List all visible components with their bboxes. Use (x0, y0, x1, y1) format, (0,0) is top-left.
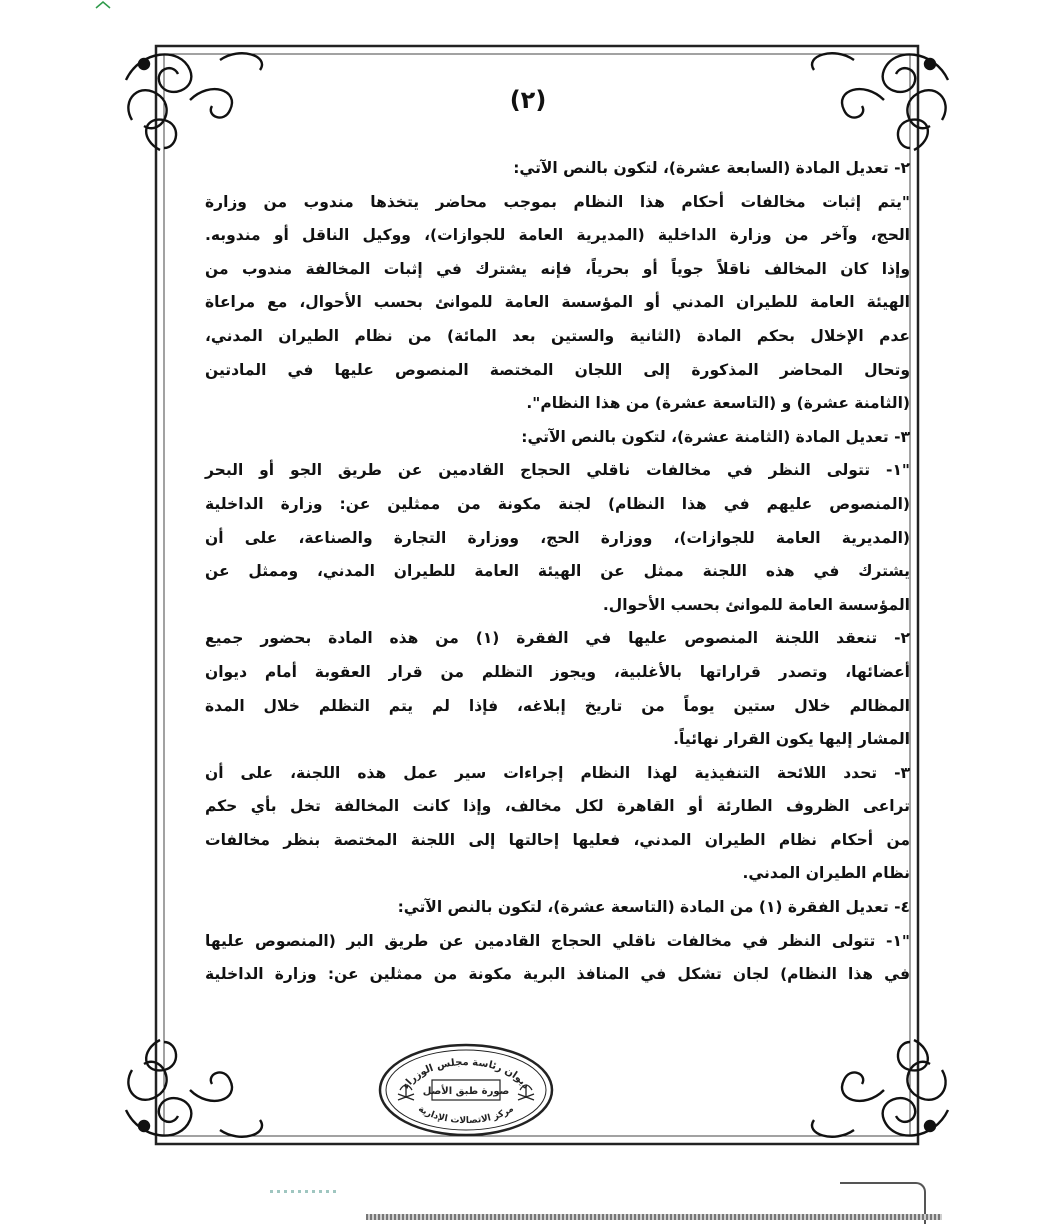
text-line: (الثامنة عشرة) و (التاسعة عشرة) من هذا النظام". (526, 394, 910, 413)
text-line: وإذا كان المخالف ناقلاً جوياً أو بحرياً، فإنه يشترك في إثبات المخالفة مندوب من (205, 259, 910, 278)
footer-faint-mark (270, 1190, 340, 1193)
text-line: "١- تتولى النظر في مخالفات ناقلي الحجاج القادمين عن طريق الجو أو البحر (205, 461, 910, 480)
official-seal (376, 1040, 556, 1138)
text-line: "يتم إثبات مخالفات أحكام هذا النظام بموجب محاضر يتخذها مندوب من وزارة (205, 192, 910, 211)
text-line: وتحال المحاضر المذكورة إلى اللجان المختصة المنصوص عليها في المادتين (205, 360, 910, 379)
text-line: ٣- تعديل المادة (الثامنة عشرة)، لتكون بالنص الآتي: (521, 427, 910, 446)
text-line: ٢- تنعقد اللجنة المنصوص عليها في الفقرة (١) من هذه المادة بحضور جميع (205, 629, 910, 648)
text-line: من أحكام نظام الطيران المدني، فعليها إحالتها إلى اللجنة المختصة بنظر مخالفات (205, 830, 910, 849)
corner-ornament-bottom-right (812, 1040, 948, 1137)
text-line: (المديرية العامة للجوازات)، ووزارة الحج، ووزارة التجارة والصناعة، على أن (205, 528, 910, 547)
text-line: ٣- تحدد اللائحة التنفيذية لهذا النظام إجراءات سير عمل هذه اللجنة، على أن (205, 763, 910, 782)
text-line: تراعى الظروف الطارئة أو القاهرة لكل مخالف، وإذا كانت المخالفة تخل بأي حكم (205, 797, 910, 816)
text-line: المؤسسة العامة للموانئ بحسب الأحوال. (602, 595, 910, 614)
corner-ornament-bottom-left (126, 1040, 262, 1137)
corner-mark (94, 0, 112, 10)
footer-rule (366, 1214, 942, 1220)
text-line: المشار إليها يكون القرار نهائياً. (673, 730, 910, 749)
text-line: "١- تتولى النظر في مخالفات ناقلي الحجاج القادمين عن طريق البر (المنصوص عليها (205, 931, 910, 950)
text-line: (المنصوص عليهم في هذا النظام) لجنة مكونة من ممثلين عن: وزارة الداخلية (205, 494, 910, 513)
text-line: الحج، وآخر من وزارة الداخلية (المديرية العامة للجوازات)، ووكيل الناقل أو مندوبه. (205, 226, 910, 245)
text-line: نظام الطيران المدني. (742, 864, 910, 883)
document-body (205, 152, 910, 992)
text-line: ٤- تعديل الفقرة (١) من المادة (التاسعة عشرة)، لتكون بالنص الآتي: (397, 898, 910, 917)
text-line: يشترك في هذه اللجنة ممثل عن الهيئة العامة للطيران المدني، وممثل عن (205, 562, 910, 581)
text-line: أعضائها، وتصدر قراراتها بالأغلبية، ويجوز التظلم من قرار العقوبة أمام ديوان (205, 662, 910, 681)
text-line: ٢- تعديل المادة (السابعة عشرة)، لتكون بالنص الآتي: (513, 159, 910, 177)
text-line: عدم الإخلال بحكم المادة (الثانية والستين بعد المائة) من نظام الطيران المدني، (205, 326, 910, 345)
svg-text:مركز الاتصالات الإدارية: مركز الاتصالات الإدارية (416, 1104, 516, 1127)
text-line: الهيئة العامة للطيران المدني أو المؤسسة العامة للموانئ بحسب الأحوال، مع مراعاة (205, 293, 910, 312)
page-number: (٢) (509, 86, 547, 114)
svg-text:ديوان رئاسة مجلس الوزراء: ديوان رئاسة مجلس الوزراء (400, 1057, 532, 1092)
svg-text:صورة طبق الأصل: صورة طبق الأصل (422, 1086, 510, 1097)
text-line: المظالم خلال ستين يوماً من تاريخ إبلاغه، فإذا لم يتم التظلم خلال المدة (205, 696, 910, 715)
text-line: في هذا النظام) لجان تشكل في المنافذ البرية مكونة من ممثلين عن: وزارة الداخلية (205, 965, 910, 984)
